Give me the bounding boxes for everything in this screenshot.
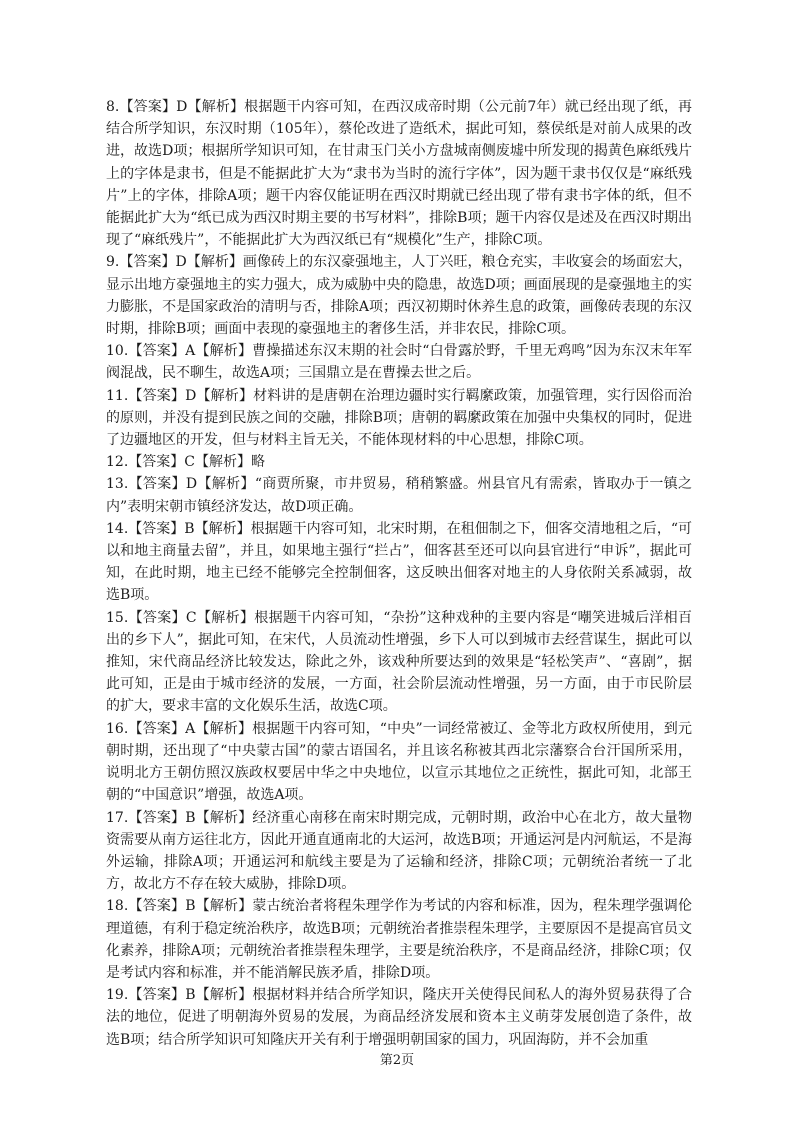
answer-item-8 bbox=[106, 96, 692, 251]
answer-text: 【答案】B【解析】经济重心南移在南宋时期完成，元朝时期，政治中心在北方，故大量物资需要从南方运往北方，因此开通直通南北的大运河，故选B项；开通运河是内河航运，不是海外运输，排除A项；开通运河和航线主要是为了运输和经济，排除C项；元朝统治者统一了北方，故北方不存在较大威胁，排除D项。 bbox=[106, 809, 692, 893]
answer-explanations bbox=[106, 96, 692, 1051]
page-number: 第2页 bbox=[379, 1053, 415, 1068]
answer-text: 【答案】A【解析】曹操描述东汉末期的社会时“白骨露於野，千里无鸡鸣”因为东汉末年军阀混战，民不聊生，故选A项；三国鼎立是在曹操去世之后。 bbox=[106, 343, 692, 382]
answer-text: 【答案】B【解析】根据题干内容可知，北宋时期，在租佃制之下，佃客交清地租之后，“可以和地主商量去留”，并且，如果地主强行“拦占”，佃客甚至还可以向县官进行“申诉”，据此可知，在此时期，地主已经不能够完全控制佃客，这反映出佃客对地主的人身依附关系减弱，故选B项。 bbox=[106, 520, 692, 604]
answer-item-9 bbox=[106, 251, 692, 340]
answer-item-12 bbox=[106, 451, 692, 473]
answer-text: 【答案】D【解析】“商贾所聚，市井贸易，稍稍繁盛。州县官凡有需索，皆取办于一镇之内”表明宋朝市镇经济发达，故D项正确。 bbox=[106, 476, 692, 515]
answer-text: 【答案】C【解析】略 bbox=[128, 454, 265, 471]
answer-number: 14. bbox=[106, 520, 129, 537]
answer-number: 18. bbox=[106, 898, 129, 915]
answer-text: 【答案】B【解析】根据材料并结合所学知识，隆庆开关使得民间私人的海外贸易获得了合法的地位，促进了明朝海外贸易的发展，为商品经济发展和资本主义萌芽发展创造了条件，故选B项；结合所学知识可知隆庆开关有利于增强明朝国家的国力，巩固海防，并不会加重 bbox=[106, 987, 692, 1048]
answer-text: 【答案】D【解析】根据题干内容可知，在西汉成帝时期（公元前7年）就已经出现了纸，再结合所学知识，东汉时期（105年），蔡伦改进了造纸术，据此可知，蔡侯纸是对前人成果的改进，故选D项；根据所学知识可知，在甘肃玉门关小方盘城南侧废墟中所发现的揭黄色麻纸残片上的字体是隶书，但是不能据此扩大为“隶书为当时的流行字体”，因为题干隶书仅仅是“麻纸残片”上的字体，排除A项；题干内容仅能证明在西汉时期就已经出现了带有隶书字体的纸，但不能据此扩大为“纸已成为西汉时期主要的书写材料”，排除B项；题干内容仅是述及在西汉时期出现了“麻纸残片”，不能据此扩大为西汉纸已有“规模化”生产，排除C项。 bbox=[106, 99, 692, 249]
answer-item-10 bbox=[106, 340, 692, 384]
page-footer bbox=[0, 1052, 794, 1070]
answer-item-18 bbox=[106, 895, 692, 984]
answer-text: 【答案】B【解析】蒙古统治者将程朱理学作为考试的内容和标准，因为，程朱理学强调伦理道德，有利于稳定统治秩序，故选B项；元朝统治者推崇程朱理学，主要原因不是提高官员文化素养，排除A项；元朝统治者推崇程朱理学，主要是统治秩序，不是商品经济，排除C项；仅是考试内容和标准，并不能消解民族矛盾，排除D项。 bbox=[106, 898, 692, 981]
answer-text: 【答案】D【解析】材料讲的是唐朝在治理边疆时实行羁縻政策，加强管理，实行因俗而治的原则，并没有提到民族之间的交融，排除B项；唐朝的羁縻政策在加强中央集权的同时，促进了边疆地区的开发，但与材料主旨无关，不能体现材料的中心思想，排除C项。 bbox=[106, 387, 692, 449]
answer-number: 16. bbox=[106, 720, 129, 737]
answer-item-14 bbox=[106, 518, 692, 607]
answer-item-15 bbox=[106, 607, 692, 718]
answer-text: 【答案】A【解析】根据题干内容可知，“中央”一词经常被辽、金等北方政权所使用，到元朝时期，还出现了“中央蒙古国”的蒙古语国名，并且该名称被其西北宗藩察合台汗国所采用，说明北方王朝仿照汉族政权要居中华之中央地位，以宣示其地位之正统性，据此可知，北部王朝的“中国意识”增强，故选A项。 bbox=[106, 720, 692, 804]
answer-number: 11. bbox=[106, 387, 129, 404]
answer-number: 9. bbox=[106, 254, 120, 271]
answer-number: 10. bbox=[106, 343, 129, 360]
answer-number: 15. bbox=[106, 609, 129, 626]
answer-number: 8. bbox=[106, 99, 120, 115]
answer-item-11 bbox=[106, 385, 692, 452]
answer-item-16 bbox=[106, 718, 692, 807]
answer-item-17 bbox=[106, 807, 692, 896]
answer-text: 【答案】C【解析】根据题干内容可知，“杂扮”这种戏种的主要内容是“嘲笑进城后洋相百出的乡下人”，据此可知，在宋代，人员流动性增强，乡下人可以到城市去经营谋生，据此可以推知，宋代商品经济比较发达，除此之外，该戏种所要达到的效果是“轻松笑声”、“喜剧”，据此可知，正是由于城市经济的发展，一方面，社会阶层流动性增强，另一方面，由于市民阶层的扩大，要求丰富的文化娱乐生活，故选C项。 bbox=[106, 609, 692, 715]
answer-number: 12. bbox=[106, 454, 129, 471]
answer-number: 13. bbox=[106, 476, 129, 493]
answer-item-19 bbox=[106, 984, 692, 1051]
answer-text: 【答案】D【解析】画像砖上的东汉豪强地主，人丁兴旺，粮仓充实，丰收宴会的场面宏大，显示出地方豪强地主的实力强大，成为威胁中央的隐患，故选D项；画面展现的是豪强地主的实力膨胀，不是国家政治的清明与否，排除A项；西汉初期时休养生息的政策，画像砖表现的东汉时期，排除B项；画面中表现的豪强地主的奢侈生活，并非农民，排除C项。 bbox=[106, 254, 692, 338]
answer-number: 17. bbox=[106, 809, 129, 826]
answer-number: 19. bbox=[106, 987, 129, 1004]
answer-item-13 bbox=[106, 473, 692, 517]
